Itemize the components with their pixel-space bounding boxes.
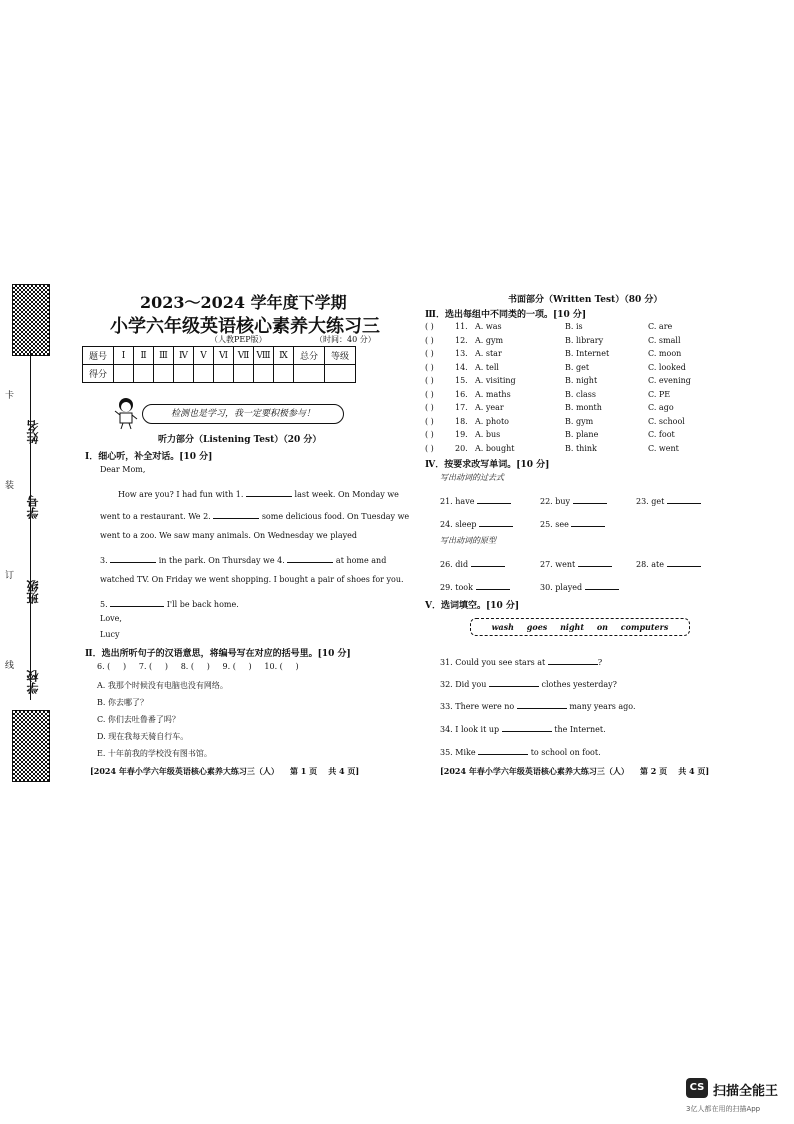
- answer-blank-23[interactable]: [667, 494, 701, 504]
- choice-a: A. photo: [475, 416, 509, 426]
- choice-c: C. moon: [648, 349, 682, 358]
- answer-paren[interactable]: ( ): [425, 335, 434, 345]
- letter-line: at home and: [335, 556, 387, 565]
- choice-a: A. star: [475, 349, 502, 358]
- answer-blank-25[interactable]: [571, 517, 605, 527]
- mc-row: [425, 363, 686, 372]
- option-e: E. 十年前我的学校没有图书馆。: [97, 749, 212, 758]
- word-item: 29. took: [440, 583, 473, 592]
- choice-a: A. gym: [475, 335, 504, 345]
- score-header-cell: 题号: [83, 347, 114, 365]
- mc-row: [425, 376, 691, 385]
- base-form-hint: 写出动词的原型: [440, 536, 496, 545]
- choice-c: C. PE: [648, 389, 671, 399]
- answer-slots[interactable]: 6. ( ) 7. ( ) 8. ( ) 9. ( ) 10. ( ): [97, 662, 299, 671]
- answer-blank-27[interactable]: [578, 557, 612, 567]
- question-number: 18.: [455, 416, 468, 426]
- exam-title: 小学六年级英语核心素养大练习三: [110, 316, 380, 337]
- choice-a: A. year: [475, 403, 504, 412]
- choice-b: B. month: [565, 403, 602, 412]
- score-header-cell: 总分: [294, 347, 325, 365]
- question-number: 19.: [455, 430, 468, 439]
- score-header-cell: Ⅶ: [234, 347, 254, 365]
- mc-row: [425, 390, 670, 399]
- answer-blank-3[interactable]: [110, 553, 156, 563]
- question-number: 11.: [455, 322, 468, 331]
- score-header-cell: 等级: [325, 347, 356, 365]
- answer-paren[interactable]: ( ): [425, 443, 434, 453]
- word-item: 22. buy: [540, 497, 571, 506]
- mc-row: [425, 430, 675, 439]
- section-1-title: Ⅰ．细心听，补全对话。[10 分]: [85, 452, 213, 462]
- answer-paren[interactable]: ( ): [425, 389, 434, 399]
- binding-strip: [0, 270, 52, 780]
- strip-marker-3: 订: [3, 570, 13, 579]
- choice-c: C. are: [648, 322, 673, 331]
- strip-label-student-id: 学号: [26, 495, 40, 519]
- question-number: 20.: [455, 443, 468, 453]
- option-c: C. 你们去吐鲁番了吗？: [97, 715, 180, 724]
- word-bank: wash goes night on computers: [470, 618, 690, 636]
- written-title: 书面部分（Written Test）（80 分）: [508, 295, 663, 305]
- answer-paren[interactable]: ( ): [425, 322, 434, 331]
- score-cell: [194, 365, 214, 383]
- letter-line: some delicious food. On Tuesday we: [261, 512, 410, 521]
- score-value-row: [83, 365, 356, 383]
- letter-line: How are you? I had fun with 1.: [118, 490, 244, 499]
- choice-c: C. foot: [648, 430, 675, 439]
- question-number: 12.: [455, 335, 468, 345]
- score-cell: [214, 365, 234, 383]
- choice-b: B. is: [565, 322, 583, 331]
- score-cell: [174, 365, 194, 383]
- choice-c: C. went: [648, 443, 679, 453]
- strip-marker-1: 卡: [3, 390, 13, 399]
- strip-marker-2: 装: [3, 480, 13, 489]
- word-item: 23. get: [636, 497, 665, 506]
- score-table: [82, 346, 356, 383]
- camscanner-logo-icon: CS: [686, 1078, 708, 1098]
- mc-row: [425, 417, 685, 426]
- binding-line: [30, 350, 31, 700]
- motto-bubble: 检测也是学习，我一定要积极参与！: [142, 404, 344, 424]
- strip-label-school: 学校: [26, 670, 40, 694]
- score-header-cell: Ⅲ: [154, 347, 174, 365]
- answer-blank-34[interactable]: [502, 722, 552, 732]
- strip-label-name: 姓名: [26, 420, 40, 444]
- fill-question: 35. Mike: [440, 748, 476, 757]
- choice-b: B. library: [565, 335, 604, 345]
- score-header-cell: Ⅳ: [174, 347, 194, 365]
- edition-label: （人教PEP版）: [210, 335, 267, 344]
- score-header-cell: Ⅵ: [214, 347, 234, 365]
- score-cell: [134, 365, 154, 383]
- fill-question: 33. There were no: [440, 702, 515, 711]
- choice-a: A. bought: [475, 443, 515, 453]
- mc-row: [425, 444, 679, 453]
- score-cell: [254, 365, 274, 383]
- choice-a: A. visiting: [475, 376, 516, 385]
- score-header-cell: Ⅸ: [274, 347, 294, 365]
- letter-line: I'll be back home.: [166, 600, 239, 609]
- choice-b: B. gym: [565, 416, 594, 426]
- answer-blank-30[interactable]: [585, 580, 619, 590]
- option-a: A. 我那个时候没有电脑也没有网络。: [97, 681, 228, 690]
- choice-a: A. was: [475, 322, 502, 331]
- choice-a: A. maths: [475, 389, 511, 399]
- answer-blank-31[interactable]: [548, 655, 598, 665]
- fill-question-end: to school on foot.: [530, 748, 601, 757]
- answer-paren[interactable]: ( ): [425, 349, 434, 358]
- listening-title: 听力部分（Listening Test）（20 分）: [158, 435, 322, 445]
- mc-row: [425, 322, 672, 331]
- checker-pattern-top: [12, 284, 50, 356]
- score-row-label: 得分: [83, 365, 114, 383]
- fill-question-end: many years ago.: [569, 702, 636, 711]
- time-label: （时间：40 分）: [315, 335, 376, 344]
- score-header-cell: Ⅰ: [114, 347, 134, 365]
- score-header-cell: Ⅴ: [194, 347, 214, 365]
- question-number: 14.: [455, 362, 468, 372]
- answer-blank-33[interactable]: [517, 699, 567, 709]
- cartoon-student-icon: [112, 396, 140, 430]
- choice-c: C. school: [648, 416, 685, 426]
- word-item: 27. went: [540, 560, 576, 569]
- answer-paren[interactable]: ( ): [425, 376, 434, 385]
- word-item: 26. did: [440, 560, 469, 569]
- question-number: 13.: [455, 349, 468, 358]
- letter-line: in the park. On Thursday we 4.: [158, 556, 285, 565]
- answer-blank-4[interactable]: [287, 553, 333, 563]
- answer-blank-24[interactable]: [479, 517, 513, 527]
- letter-closing: Love,: [100, 614, 122, 623]
- option-d: D. 现在我每天骑自行车。: [97, 732, 189, 741]
- answer-blank-22[interactable]: [573, 494, 607, 504]
- question-number: 16.: [455, 389, 468, 399]
- score-header-row: [83, 347, 356, 365]
- score-cell: [154, 365, 174, 383]
- score-cell: [274, 365, 294, 383]
- letter-line: last week. On Monday we: [294, 490, 399, 499]
- choice-a: A. tell: [475, 362, 499, 372]
- score-cell: [234, 365, 254, 383]
- answer-blank-29[interactable]: [476, 580, 510, 590]
- choice-c: C. looked: [648, 362, 686, 372]
- strip-label-class: 班级: [26, 580, 40, 604]
- fill-question: 32. Did you: [440, 680, 487, 689]
- page-footer-left: [2024 年春小学六年级英语核心素养大练习三（人） 第 1 页 共 4 页]: [90, 766, 360, 776]
- letter-line: 5.: [100, 600, 108, 609]
- question-number: 15.: [455, 376, 468, 385]
- answer-paren[interactable]: ( ): [425, 430, 434, 439]
- word-item: 21. have: [440, 497, 475, 506]
- word-item: 25. see: [540, 520, 569, 529]
- answer-paren[interactable]: ( ): [425, 362, 434, 372]
- choice-c: C. evening: [648, 376, 691, 385]
- choice-b: B. class: [565, 389, 596, 399]
- word-item: 24. sleep: [440, 520, 477, 529]
- answer-blank-28[interactable]: [667, 557, 701, 567]
- section-5-title: Ⅴ．选词填空。[10 分]: [425, 601, 520, 611]
- answer-blank-21[interactable]: [477, 494, 511, 504]
- answer-blank-1[interactable]: [246, 487, 292, 497]
- choice-b: B. think: [565, 443, 597, 453]
- letter-line: 3.: [100, 556, 108, 565]
- letter-line: watched TV. On Friday we went shopping. I bought a pair of shoes for you.: [100, 575, 404, 584]
- answer-paren[interactable]: ( ): [425, 403, 434, 412]
- option-b: B. 你去哪了？: [97, 698, 148, 707]
- strip-marker-4: 线: [3, 660, 13, 669]
- fill-question: 31. Could you see stars at: [440, 658, 546, 667]
- score-header-cell: Ⅷ: [254, 347, 274, 365]
- word-item: 30. played: [540, 583, 583, 592]
- choice-b: B. get: [565, 362, 590, 372]
- score-header-cell: Ⅱ: [134, 347, 154, 365]
- fill-question: 34. I look it up: [440, 725, 500, 734]
- fill-question-end: the Internet.: [554, 725, 606, 734]
- choice-c: C. ago: [648, 403, 674, 412]
- answer-blank-2[interactable]: [213, 509, 259, 519]
- score-cell: [325, 365, 356, 383]
- fill-question-end: ?: [597, 658, 603, 667]
- letter-greeting: Dear Mom,: [100, 465, 146, 474]
- checker-pattern-bottom: [12, 710, 50, 782]
- camscanner-tagline: 3亿人都在用的扫描App: [686, 1105, 761, 1113]
- section-3-title: Ⅲ．选出每组中不同类的一项。[10 分]: [425, 310, 587, 320]
- choice-b: B. night: [565, 376, 598, 385]
- mc-row: [425, 336, 681, 345]
- choice-c: C. small: [648, 335, 681, 345]
- answer-blank-32[interactable]: [489, 677, 539, 687]
- letter-line: went to a restaurant. We 2.: [100, 512, 211, 521]
- mc-row: [425, 349, 681, 358]
- letter-signature: Lucy: [100, 630, 120, 639]
- answer-blank-5[interactable]: [110, 597, 164, 607]
- question-number: 17.: [455, 403, 468, 412]
- page-footer-right: [2024 年春小学六年级英语核心素养大练习三（人） 第 2 页 共 4 页]: [440, 766, 710, 776]
- fill-question-end: clothes yesterday?: [541, 680, 617, 689]
- exam-term-title: 2023～2024 学年度下学期: [140, 293, 347, 312]
- mc-row: [425, 403, 674, 412]
- score-cell: [294, 365, 325, 383]
- choice-b: B. Internet: [565, 349, 610, 358]
- answer-blank-35[interactable]: [478, 745, 528, 755]
- past-tense-hint: 写出动词的过去式: [440, 473, 504, 482]
- camscanner-name: 扫描全能王: [713, 1084, 779, 1099]
- word-item: 28. ate: [636, 560, 664, 569]
- answer-blank-26[interactable]: [471, 557, 505, 567]
- section-4-title: Ⅳ．按要求改写单词。[10 分]: [425, 460, 550, 470]
- choice-b: B. plane: [565, 430, 599, 439]
- letter-line: went to a zoo. We saw many animals. On Wednesday we played: [100, 531, 358, 540]
- section-2-title: Ⅱ．选出所听句子的汉语意思，将编号写在对应的括号里。[10 分]: [85, 649, 351, 659]
- choice-a: A. bus: [475, 430, 501, 439]
- answer-paren[interactable]: ( ): [425, 416, 434, 426]
- score-cell: [114, 365, 134, 383]
